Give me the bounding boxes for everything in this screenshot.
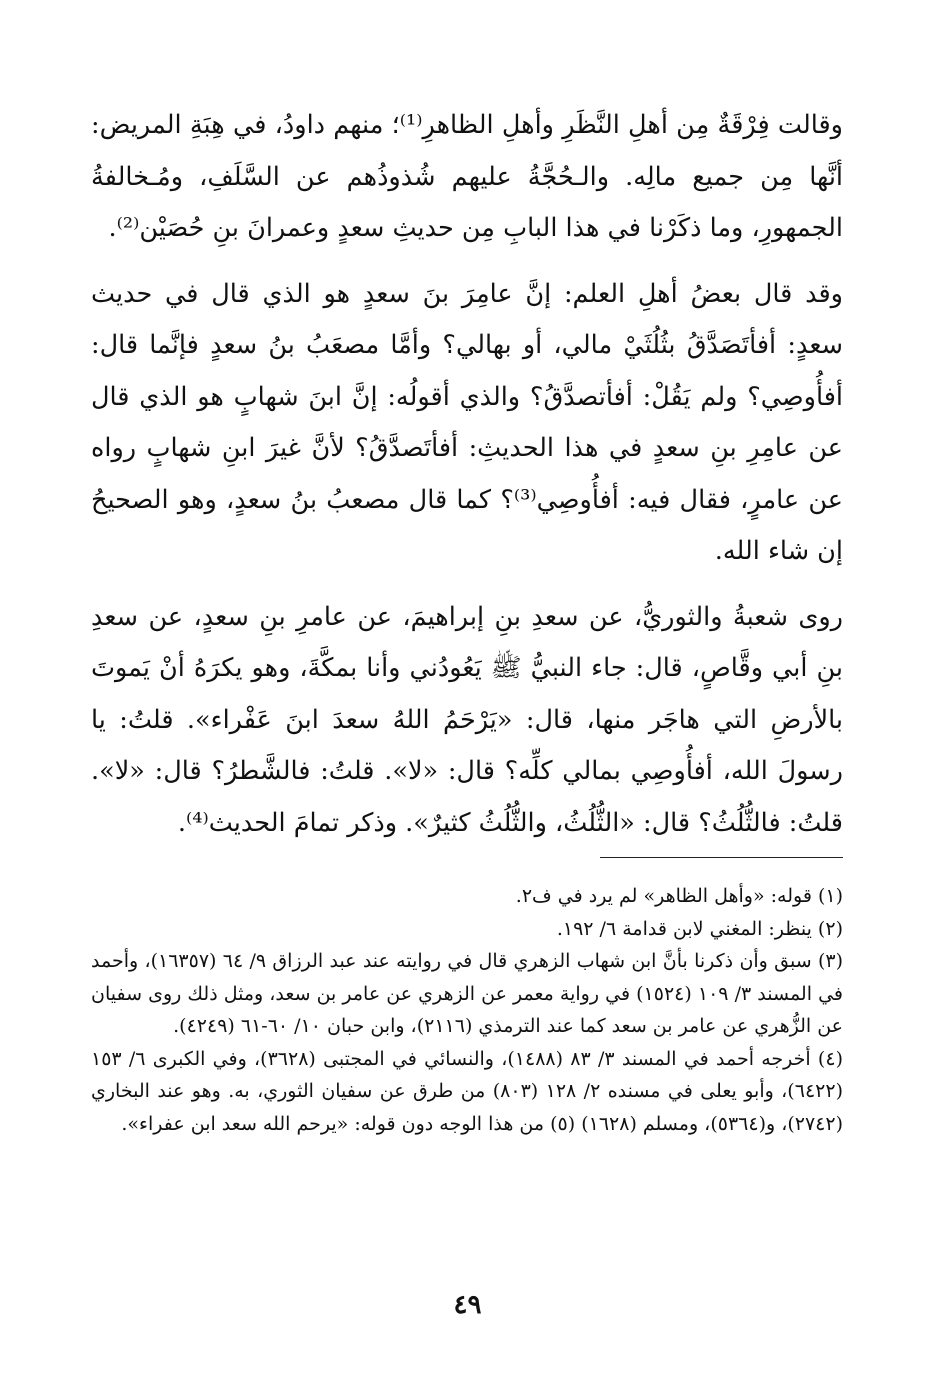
footnote-divider (600, 857, 843, 858)
footnote-4: (٤) أخرجه أحمد في المسند ٣/ ٨٣ (١٤٨٨)، والنسائي في المجتبى (٣٦٢٨)، وفي الكبرى ٦/ ١٥٣ (٦٤٢٢)، وأبو يعلى في مسنده ٢/ ١٢٨ (٨٠٣) من طرق عن سفيان الثوري، به. وهو عند البخاري (٢٧٤٢)، و(٥٣٦٤)، ومسلم (١٦٢٨) (٥) من هذا الوجه دون قوله: «يرحم الله سعد ابن عفراء». (91, 1047, 843, 1135)
paragraph-1: وقالت فِرْقَةٌ مِن أهلِ النَّظَرِ وأهلِ الظاهرِ⁽¹⁾؛ منهم داودُ، في هِبَةِ المريض: أنَّها مِن جميع مالِه. والـحُجَّةُ عليهم شُذوذُهم عن السَّلَفِ، ومُـخالفةُ الجمهورِ، وما ذكَرْنا في هذا البابِ مِن حديثِ سعدٍ وعمرانَ بنِ حُصَيْن⁽²⁾. (91, 110, 843, 243)
footnotes (91, 880, 843, 1140)
footnote-1: (١) قوله: «وأهل الظاهر» لم يرد في ف٢. (515, 885, 843, 907)
paragraph-2: وقد قال بعضُ أهلِ العلم: إنَّ عامِرَ بنَ سعدٍ هو الذي قال في حديث سعدٍ: أفأتَصَدَّقُ بثُلُثَيْ مالي، أو بهالي؟ وأمَّا مصعَبُ بنُ سعدٍ فإنَّما قال: أفأُوصِي؟ ولم يَقُلْ: أفأتصدَّقُ؟ والذي أقولُه: إنَّ ابنَ شهابٍ هو الذي قال عن عامِرِ بنِ سعدٍ في هذا الحديثِ: أفأتَصدَّقُ؟ لأنَّ غيرَ ابنِ شهابٍ رواه عن عامرٍ، فقال فيه: أفأُوصِي⁽³⁾؟ كما قال مصعبُ بنُ سعدٍ، وهو الصحيحُ إن شاء الله. (91, 278, 843, 566)
footnote-3: (٣) سبق وأن ذكرنا بأنَّ ابن شهاب الزهري قال في روايته عند عبد الرزاق ٩/ ٦٤ (١٦٣٥٧)، وأحمد في المسند ٣/ ١٠٩ (١٥٢٤) في رواية معمر عن الزهري عن عامر بن سعد، ومثل ذلك روى سفيان عن الزُّهري عن عامر بن سعد كما عند الترمذي (٢١١٦)، وابن حبان ١٠/ ٦٠-٦١ (٤٢٤٩). (91, 950, 844, 1037)
page-number: ٤٩ (453, 1290, 482, 1320)
paragraph-3: روى شعبةُ والثوريُّ، عن سعدِ بنِ إبراهيمَ، عن عامرِ بنِ سعدٍ، عن سعدِ بنِ أبي وقَّاصٍ، قال: جاء النبيُّ ﷺ يَعُودُني وأنا بمكَّةَ، وهو يكرَهُ أنْ يَموتَ بالأرضِ التي هاجَر منها، قال: «يَرْحَمُ اللهُ سعدَ ابنَ عَفْراء». قلتُ: يا رسولَ الله، أفأُوصِي بمالي كلِّه؟ قال: «لا». قلتُ: فالشَّطرُ؟ قال: «لا». قلتُ: فالثُّلُثُ؟ قال: «الثُّلُثُ، والثُّلُثُ كثيرٌ». وذكر تمامَ الحديث⁽⁴⁾. (91, 601, 844, 838)
footnote-2: (٢) ينظر: المغني لابن قدامة ٦/ ١٩٢. (556, 917, 843, 940)
main-text (91, 100, 843, 863)
